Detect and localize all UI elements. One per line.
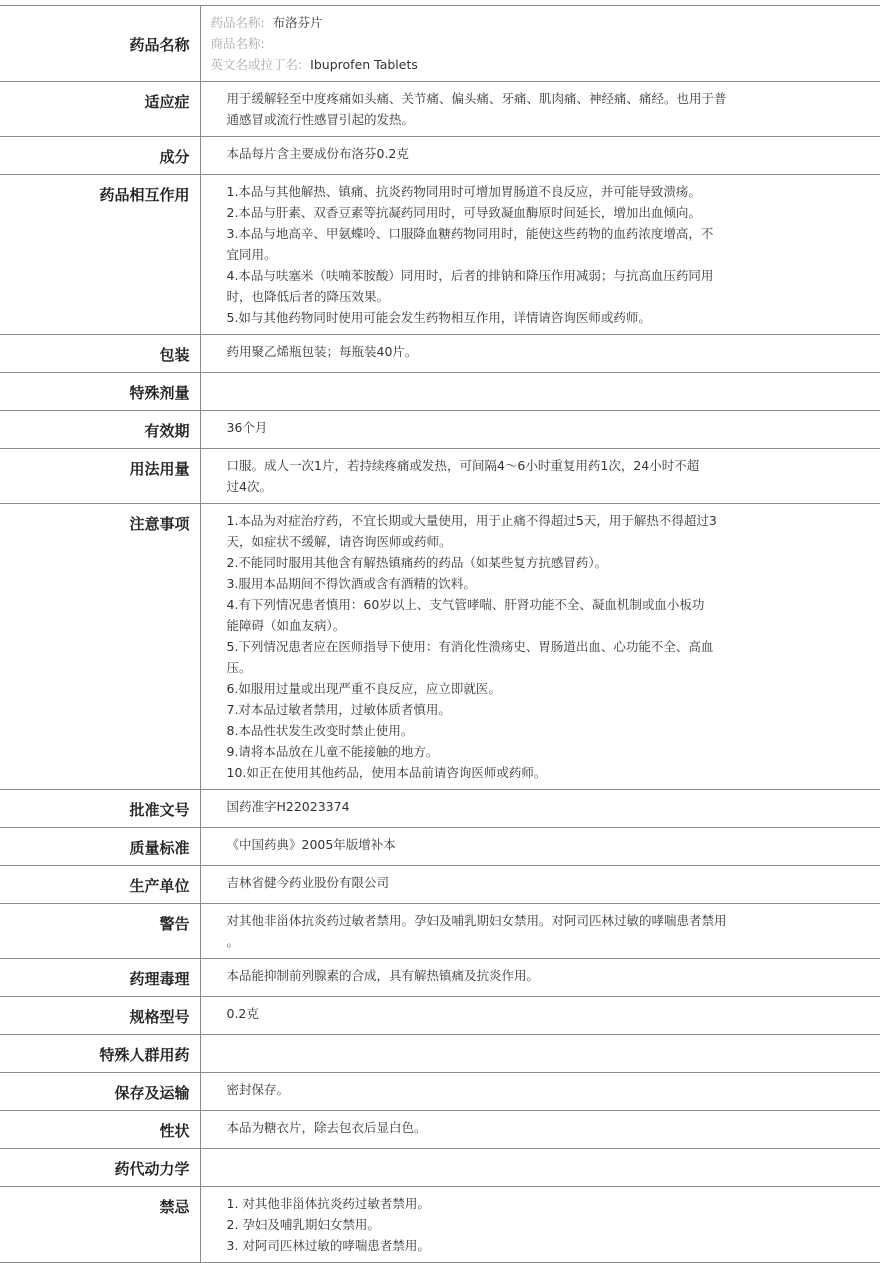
row-value	[200, 1073, 880, 1111]
info-row	[0, 1187, 880, 1263]
english-name-value: Ibuprofen Tablets	[310, 57, 418, 72]
generic-name-line	[211, 12, 791, 33]
row-label: 适应症	[0, 82, 200, 137]
value-line: 本品能抑制前列腺素的合成，具有解热镇痛及抗炎作用。	[226, 968, 540, 983]
value-line: 。	[226, 934, 240, 949]
value-line: 口服。成人一次1片，若持续疼痛或发热，可间隔4～6小时重复用药1次，24小时不超	[226, 458, 700, 473]
info-row	[0, 373, 880, 411]
value-line: 3.服用本品期间不得饮酒或含有酒精的饮料。	[226, 576, 476, 591]
row-value	[200, 1035, 880, 1073]
row-label: 药代动力学	[0, 1149, 200, 1187]
row-value	[200, 335, 880, 373]
generic-name-value: 布洛芬片	[272, 15, 323, 30]
value-line: 3. 对阿司匹林过敏的哮喘患者禁用。	[226, 1238, 430, 1253]
value-line: 2.不能同时服用其他含有解热镇痛药的药品（如某些复方抗感冒药）。	[226, 555, 608, 570]
value-line: 10.如正在使用其他药品，使用本品前请咨询医师或药师。	[226, 765, 547, 780]
row-label: 保存及运输	[0, 1073, 200, 1111]
drug-info-table	[0, 5, 880, 1263]
value-line: 4.有下列情况患者慎用：60岁以上、支气管哮喘、肝肾功能不全、凝血机制或血小板功	[226, 597, 705, 612]
value-line: 4.本品与呋塞米（呋喃苯胺酸）同用时，后者的排钠和降压作用减弱；与抗高血压药同用	[226, 268, 714, 283]
info-row	[0, 504, 880, 790]
value-line: 5.如与其他药物同时使用可能会发生药物相互作用，详情请咨询医师或药师。	[226, 310, 651, 325]
info-row	[0, 1111, 880, 1149]
row-label: 禁忌	[0, 1187, 200, 1263]
value-line: 密封保存。	[226, 1082, 290, 1097]
value-line: 药用聚乙烯瓶包装；每瓶装40片。	[226, 344, 418, 359]
row-label: 用法用量	[0, 449, 200, 504]
info-row	[0, 1073, 880, 1111]
row-value	[200, 828, 880, 866]
row-value	[200, 904, 880, 959]
info-row	[0, 959, 880, 997]
row-value	[200, 504, 880, 790]
row-value	[200, 411, 880, 449]
row-value	[200, 137, 880, 175]
row-label: 规格型号	[0, 997, 200, 1035]
value-line: 1. 对其他非甾体抗炎药过敏者禁用。	[226, 1196, 430, 1211]
value-line: 1.本品与其他解热、镇痛、抗炎药物同用时可增加胃肠道不良反应，并可能导致溃疡。	[226, 184, 701, 199]
info-row	[0, 449, 880, 504]
value-line: 通感冒或流行性感冒引起的发热。	[226, 112, 415, 127]
info-row	[0, 997, 880, 1035]
row-label: 批准文号	[0, 790, 200, 828]
value-line: 2. 孕妇及哺乳期妇女禁用。	[226, 1217, 380, 1232]
value-line: 8.本品性状发生改变时禁止使用。	[226, 723, 414, 738]
info-row	[0, 1149, 880, 1187]
row-label: 性状	[0, 1111, 200, 1149]
info-row	[0, 82, 880, 137]
info-row	[0, 904, 880, 959]
row-label: 生产单位	[0, 866, 200, 904]
row-label: 包装	[0, 335, 200, 373]
value-line: 用于缓解轻至中度疼痛如头痛、关节痛、偏头痛、牙痛、肌肉痛、神经痛、痛经。也用于普	[226, 91, 727, 106]
row-label: 注意事项	[0, 504, 200, 790]
row-value	[200, 1149, 880, 1187]
value-line: 36个月	[226, 420, 268, 435]
value-line: 压。	[226, 660, 252, 675]
info-row	[0, 866, 880, 904]
value-line: 国药准字H22023374	[226, 799, 350, 814]
row-label: 成分	[0, 137, 200, 175]
value-line: 9.请将本品放在儿童不能接触的地方。	[226, 744, 439, 759]
info-row	[0, 411, 880, 449]
value-line: 宜同用。	[226, 247, 277, 262]
row-value	[200, 82, 880, 137]
value-line: 3.本品与地高辛、甲氨蝶呤、口服降血糖药物同用时，能使这些药物的血药浓度增高，不	[226, 226, 714, 241]
value-line: 本品为糖衣片，除去包衣后显白色。	[226, 1120, 427, 1135]
value-line: 天，如症状不缓解，请咨询医师或药师。	[226, 534, 452, 549]
info-row	[0, 137, 880, 175]
value-line: 过4次。	[226, 479, 272, 494]
info-row	[0, 828, 880, 866]
drug-name-block	[200, 6, 880, 82]
value-line: 能障碍（如血友病）。	[226, 618, 346, 633]
info-row	[0, 335, 880, 373]
row-value	[200, 1187, 880, 1263]
row-label: 药理毒理	[0, 959, 200, 997]
value-line: 本品每片含主要成份布洛芬0.2克	[226, 146, 409, 161]
value-line: 1.本品为对症治疗药，不宜长期或大量使用，用于止痛不得超过5天，用于解热不得超过3	[226, 513, 717, 528]
row-value	[200, 1111, 880, 1149]
value-line: 6.如服用过量或出现严重不良反应，应立即就医。	[226, 681, 501, 696]
trade-name-label: 商品名称:	[210, 36, 265, 51]
row-value	[200, 866, 880, 904]
row-label: 警告	[0, 904, 200, 959]
info-row	[0, 790, 880, 828]
trade-name-line	[211, 33, 791, 54]
info-row	[0, 1035, 880, 1073]
value-line: 《中国药典》2005年版增补本	[226, 837, 396, 852]
value-line: 0.2克	[226, 1006, 259, 1021]
row-value	[200, 997, 880, 1035]
info-row	[0, 175, 880, 335]
row-drug-name	[0, 6, 880, 82]
generic-name-label: 药品名称:	[210, 15, 265, 30]
value-line: 时，也降低后者的降压效果。	[226, 289, 390, 304]
value-line: 2.本品与肝素、双香豆素等抗凝药同用时，可导致凝血酶原时间延长，增加出血倾向。	[226, 205, 701, 220]
row-label: 药品名称	[0, 6, 200, 82]
row-value	[200, 959, 880, 997]
value-line: 5.下列情况患者应在医师指导下使用：有消化性溃疡史、胃肠道出血、心功能不全、高血	[226, 639, 714, 654]
row-label: 特殊人群用药	[0, 1035, 200, 1073]
english-name-label: 英文名或拉丁名:	[210, 57, 303, 72]
value-line: 吉林省健今药业股份有限公司	[226, 875, 390, 890]
row-value	[200, 373, 880, 411]
row-label: 特殊剂量	[0, 373, 200, 411]
value-line: 对其他非甾体抗炎药过敏者禁用。孕妇及哺乳期妇女禁用。对阿司匹林过敏的哮喘患者禁用	[226, 913, 727, 928]
english-name-line	[211, 54, 791, 75]
row-value	[200, 790, 880, 828]
value-line: 7.对本品过敏者禁用，过敏体质者慎用。	[226, 702, 451, 717]
row-label: 有效期	[0, 411, 200, 449]
row-label: 药品相互作用	[0, 175, 200, 335]
row-value	[200, 449, 880, 504]
row-label: 质量标准	[0, 828, 200, 866]
row-value	[200, 175, 880, 335]
